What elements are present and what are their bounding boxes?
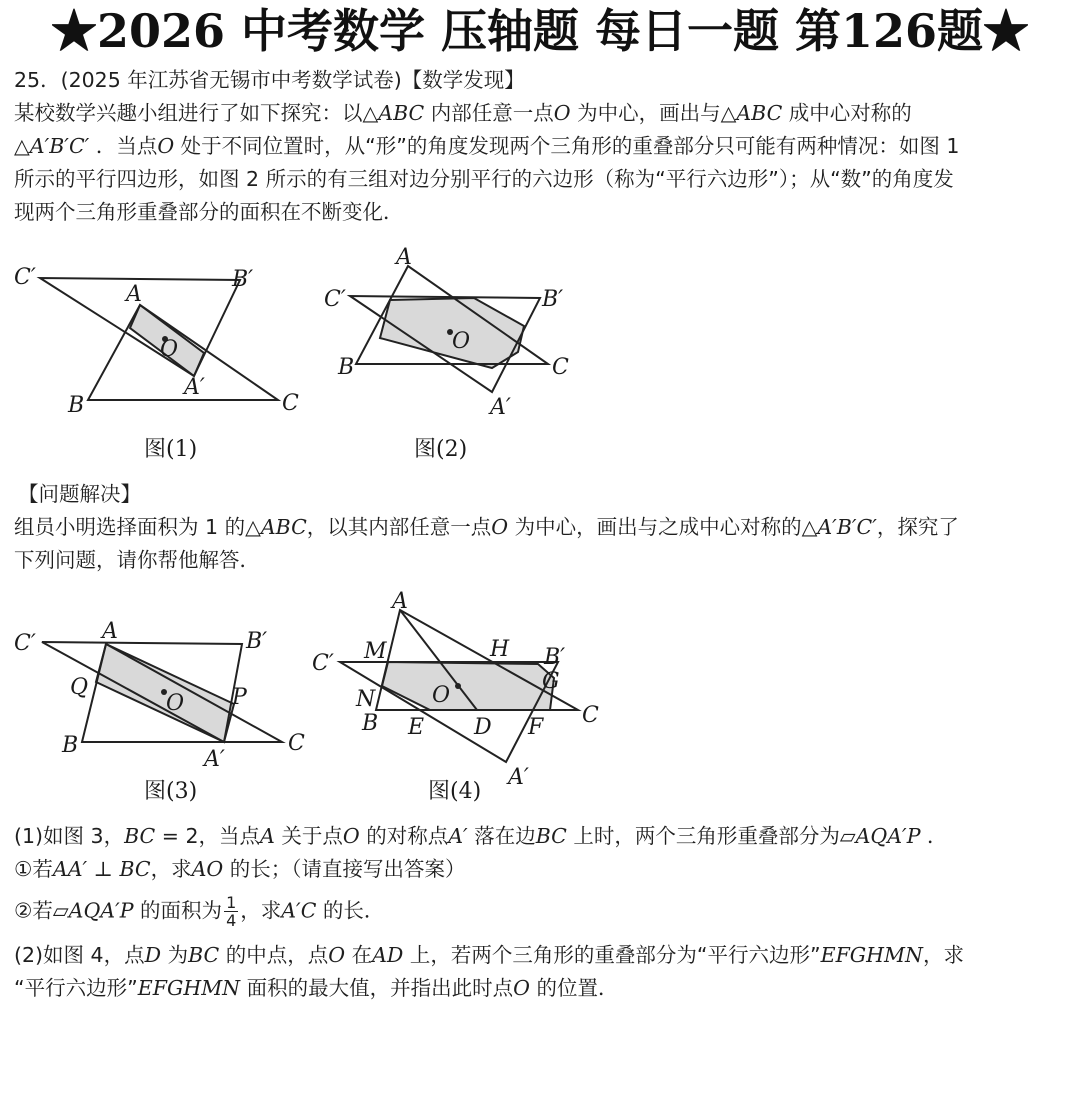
math-point: O <box>491 515 509 539</box>
figure-1-svg <box>10 250 310 465</box>
label-a-prime: A′ <box>490 395 511 420</box>
text-segment: 的对称点 <box>359 824 449 848</box>
math-point: O <box>342 824 360 848</box>
text-segment: 落在边 <box>467 824 536 848</box>
text-segment: ，求 <box>922 943 964 967</box>
intro-line-2 <box>14 97 1066 130</box>
text-segment: 的面积为 <box>133 898 223 923</box>
label-c: C <box>282 391 299 416</box>
label-o: O <box>452 329 471 354</box>
text-segment: ②若 <box>14 898 53 923</box>
figure-4-svg <box>310 588 610 813</box>
intro-line-4: 所示的平行四边形，如图 2 所示的有三组对边分别平行的六边形（称为“平行六边形”）；从“数”的角度发 <box>14 167 954 191</box>
label-b: B <box>68 393 85 418</box>
text-segment: ①若 <box>14 857 53 881</box>
text-segment: 组员小明选择面积为 1 的 <box>14 515 246 539</box>
math-parallelogram: ▱AQA′P <box>52 898 134 923</box>
math-point: O <box>157 134 175 158</box>
label-h: H <box>490 637 510 662</box>
label-c-prime: C′ <box>312 651 334 676</box>
question-2-line-2 <box>14 972 1066 1005</box>
label-g: G <box>542 669 560 694</box>
fraction-one-quarter <box>224 894 238 929</box>
math-expression: AA′ ⊥ BC <box>52 857 151 881</box>
math-point: O <box>553 101 571 125</box>
math-segment: AO <box>191 857 224 881</box>
figure-2 <box>320 240 580 465</box>
text-segment: 为中心，画出与之成中心对称的 <box>508 515 802 539</box>
math-hexagon: EFGHMN <box>137 976 241 1000</box>
text-segment: 的位置． <box>529 976 619 1000</box>
math-triangle: △ABC <box>245 515 307 539</box>
question-2-line-1 <box>14 939 1066 972</box>
problem-line-1 <box>14 511 1066 544</box>
figure-3-caption: 图(3) <box>144 779 198 804</box>
math-point: O <box>513 976 530 1000</box>
text-segment: 的长． <box>316 898 385 923</box>
questions-section <box>14 820 1066 1005</box>
problem-heading: 【问题解决】 <box>18 482 141 506</box>
figure-1-caption: 图(1) <box>144 437 198 462</box>
text-segment: (2)如图 4，点 <box>14 943 145 967</box>
math-segment: BC <box>124 824 156 848</box>
math-point: A′ <box>448 824 468 848</box>
page-title: ★2026 中考数学 压轴题 每日一题 第126题★ <box>50 4 1030 58</box>
label-c-prime: C′ <box>324 287 346 312</box>
label-a: A <box>396 245 412 270</box>
label-q: Q <box>70 675 89 700</box>
text-segment: 关于点 <box>274 824 343 848</box>
problem-line-2: 下列问题，请你帮他解答． <box>14 548 260 572</box>
label-a-prime: A′ <box>184 375 205 400</box>
text-segment: 成中心对称的 <box>782 101 912 125</box>
text-segment: ． <box>920 824 948 848</box>
label-n: N <box>356 687 376 712</box>
question-1 <box>14 820 1066 853</box>
figure-1 <box>10 250 310 465</box>
math-segment: BC <box>188 943 220 967</box>
math-hexagon: EFGHMN <box>820 943 923 967</box>
label-c: C <box>552 355 569 380</box>
label-b-prime: B′ <box>232 267 254 292</box>
text-segment: ，求 <box>240 898 282 923</box>
math-point: A <box>260 824 275 848</box>
fraction-denominator: 4 <box>226 911 237 930</box>
text-segment: = 2，当点 <box>155 824 261 848</box>
question-2 <box>14 939 1066 1005</box>
math-segment: A′C <box>281 898 317 923</box>
label-c-prime: C′ <box>14 631 36 656</box>
fraction-numerator: 1 <box>226 893 237 912</box>
problem-source: 25．(2025 年江苏省无锡市中考数学试卷)【数学发现】 <box>14 68 525 92</box>
text-segment: 内部任意一点 <box>424 101 554 125</box>
text-segment: 上时，两个三角形重叠部分为 <box>566 824 840 848</box>
text-segment: 的中点，点 <box>219 943 329 967</box>
label-m: M <box>364 639 387 664</box>
math-triangle: △ABC <box>720 101 783 125</box>
label-b-prime: B′ <box>542 287 564 312</box>
problem-section <box>14 478 1066 577</box>
text-segment: ，求 <box>150 857 192 881</box>
label-b: B <box>362 711 379 736</box>
text-segment: 某校数学兴趣小组进行了如下探究：以 <box>14 101 363 125</box>
label-b-prime: B′ <box>246 629 268 654</box>
text-segment: 的长；（请直接写出答案） <box>223 857 466 881</box>
label-c: C <box>582 703 599 728</box>
text-segment: 面积的最大值，并指出此时点 <box>240 976 514 1000</box>
label-b: B <box>338 355 355 380</box>
math-triangle: △A′B′C′ <box>801 515 877 539</box>
intro-line-5: 现两个三角形重叠部分的面积在不断变化． <box>14 200 404 224</box>
math-triangle: △ABC <box>362 101 425 125</box>
math-segment: AD <box>372 943 404 967</box>
math-parallelogram: ▱AQA′P <box>839 824 921 848</box>
text-segment: (1)如图 3， <box>14 824 125 848</box>
label-b-prime: B′ <box>544 645 566 670</box>
label-f: F <box>528 715 544 740</box>
figure-2-svg <box>320 240 580 465</box>
text-segment: 上，若两个三角形的重叠部分为“平行六边形” <box>403 943 821 967</box>
math-point: D <box>144 943 162 967</box>
label-p: P <box>232 685 247 710</box>
text-segment: 处于不同位置时，从“形”的角度发现两个三角形的重叠部分只可能有两种情况：如图 1 <box>174 134 960 158</box>
label-o: O <box>160 337 179 362</box>
intro-line-3 <box>14 130 1066 163</box>
figure-3 <box>10 612 320 812</box>
figure-4-caption: 图(4) <box>428 779 482 804</box>
text-segment: 为 <box>161 943 189 967</box>
math-triangle: △A′B′C′ <box>14 134 90 158</box>
center-point-o <box>455 683 461 689</box>
label-d: D <box>474 715 492 740</box>
intro-line-1 <box>14 64 1066 97</box>
figure-3-svg <box>10 612 320 812</box>
question-1-ii <box>14 894 1066 929</box>
label-b: B <box>62 733 79 758</box>
label-c: C <box>288 731 305 756</box>
question-1-i <box>14 853 1066 886</box>
label-a: A <box>126 282 142 307</box>
text-segment: ，探究了 <box>876 515 959 539</box>
label-a: A <box>392 589 408 614</box>
label-a-prime: A′ <box>508 765 529 790</box>
intro-paragraph <box>14 64 1066 229</box>
figure-2-caption: 图(2) <box>414 437 468 462</box>
text-segment: ，以其内部任意一点 <box>306 515 492 539</box>
label-c-prime: C′ <box>14 265 36 290</box>
text-segment: “平行六边形” <box>14 976 138 1000</box>
text-segment: 在 <box>345 943 373 967</box>
label-o: O <box>166 691 185 716</box>
text-segment: 为中心，画出与 <box>570 101 721 125</box>
text-segment: ．当点 <box>89 134 158 158</box>
label-e: E <box>408 715 425 740</box>
label-a-prime: A′ <box>204 747 225 772</box>
label-o: O <box>432 683 451 708</box>
figure-4 <box>310 588 610 813</box>
label-a: A <box>102 619 118 644</box>
math-segment: BC <box>535 824 567 848</box>
math-point: O <box>328 943 346 967</box>
